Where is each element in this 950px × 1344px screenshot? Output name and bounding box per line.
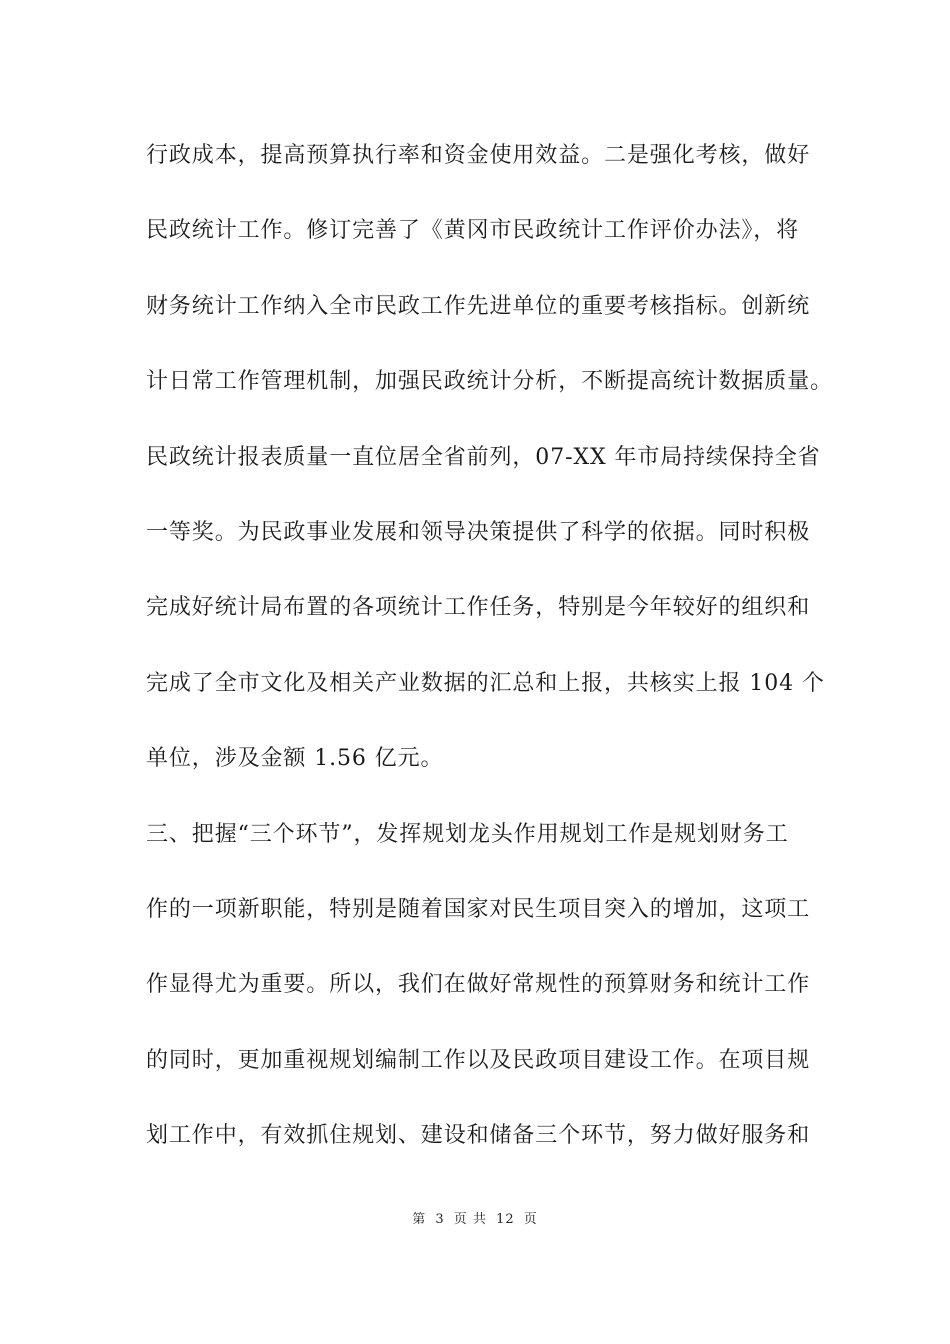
text-line: 行政成本，提高预算执行率和资金使用效益。二是强化考核，做好 [146,143,811,168]
body-text [146,134,834,1189]
text-line: 完成好统计局布置的各项统计工作任务，特别是今年较好的组织和 [146,595,811,621]
text-line: 财务统计工作纳入全市民政工作先进单位的重要考核指标。创新统 [146,293,811,319]
text-line: 作的一项新职能，特别是随着国家对民生项目突入的增加，这项工 [146,896,811,922]
text-line: 三、把握“三个环节”，发挥规划龙头作用规划工作是规划财务工 [146,821,789,847]
footer-prefix: 第 [412,1212,427,1227]
text-line: 民政统计报表质量一直位居全省前列，07-XX 年市局持续保持全省 [146,444,821,470]
text-line: 完成了全市文化及相关产业数据的汇总和上报，共核实上报 104 个 [146,670,825,696]
text-line: 划工作中，有效抓住规划、建设和储备三个环节，努力做好服务和 [146,1123,811,1149]
footer-middle: 页 共 [453,1212,487,1227]
text-line: 的同时，更加重视规划编制工作以及民政项目建设工作。在项目规 [146,1047,811,1073]
text-line: 作显得尤为重要。所以，我们在做好常规性的预算财务和统计工作 [146,972,811,998]
text-line: 计日常工作管理机制，加强民政统计分析，不断提高统计数据质量。 [146,369,834,395]
text-line: 民政统计工作。修订完善了《黄冈市民政统计工作评价办法》，将 [146,218,800,244]
current-page-number: 3 [435,1212,445,1227]
page-footer [0,1208,950,1227]
total-pages-number: 12 [496,1212,515,1227]
text-line: 一等奖。为民政事业发展和领导决策提供了科学的依据。同时积极 [146,519,811,545]
text-line: 单位，涉及金额 1.56 亿元。 [146,746,444,772]
footer-suffix: 页 [523,1212,538,1227]
